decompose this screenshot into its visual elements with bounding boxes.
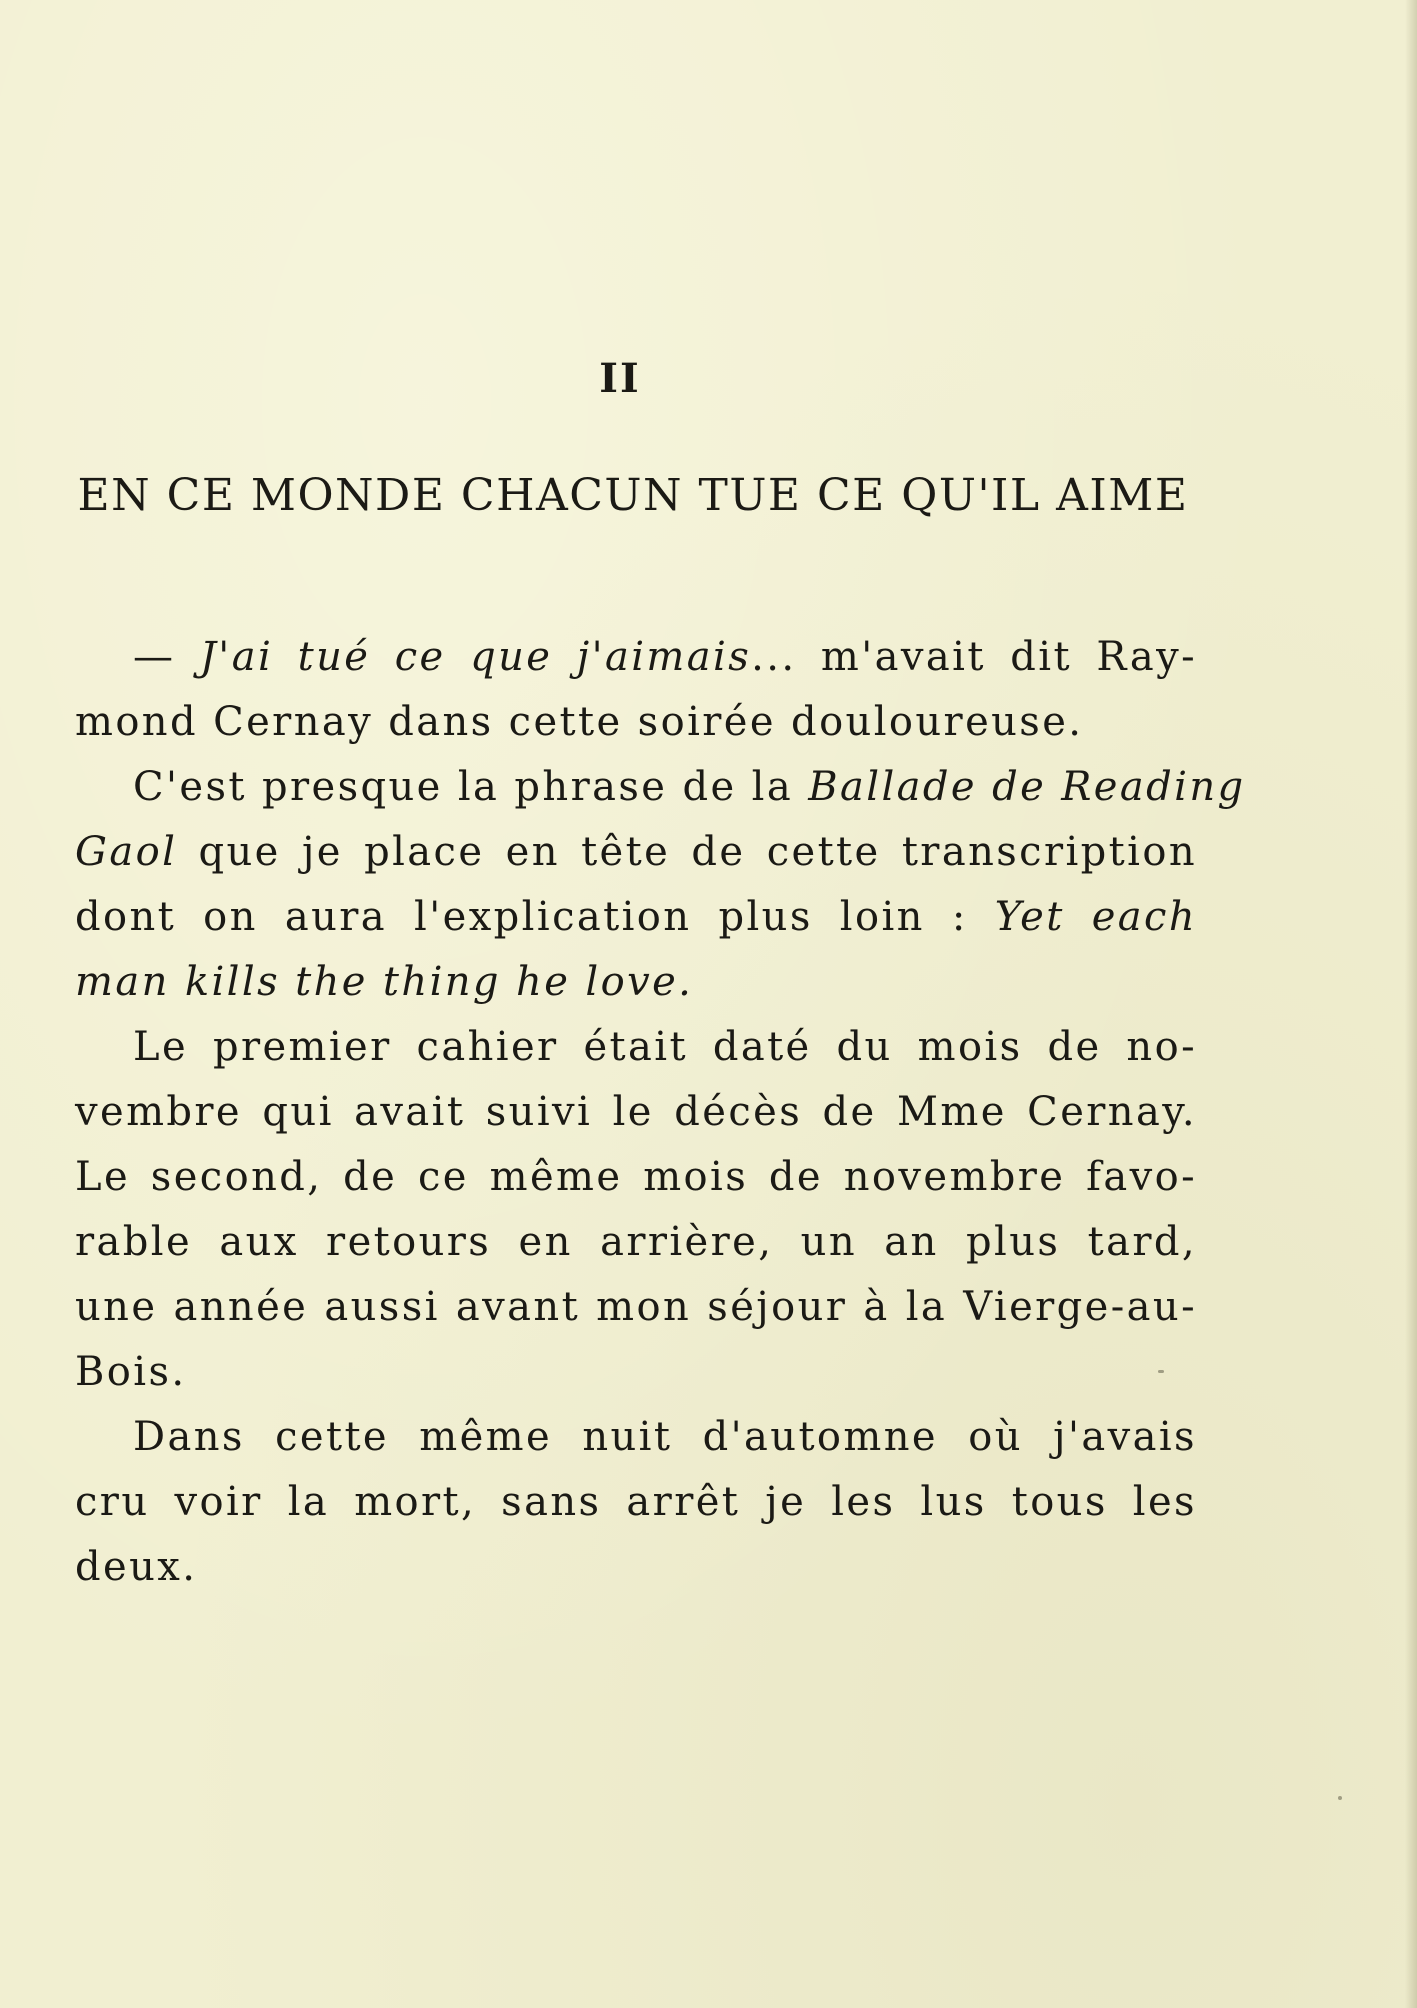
text-line — [75, 690, 1197, 755]
text-span: vembre qui avait suivi le décès de Mme Cernay. — [75, 1089, 1197, 1135]
text-line — [75, 1210, 1197, 1275]
page-edge-shadow — [1405, 0, 1417, 2008]
text-span: une année aussi avant mon séjour à la Vierge-au- — [75, 1284, 1197, 1330]
text-line — [75, 1275, 1197, 1340]
paper-speck — [1158, 1370, 1164, 1373]
italic-text: J'ai tué ce que j'aimais — [199, 634, 752, 680]
text-span: C'est presque la phrase de la — [133, 764, 809, 810]
text-line — [75, 885, 1197, 950]
text-line — [75, 755, 1246, 820]
text-span: deux. — [75, 1544, 198, 1590]
italic-text: Ballade de Reading — [808, 764, 1246, 810]
chapter-number: II — [599, 355, 641, 402]
text-line — [75, 1145, 1197, 1210]
text-span: cru voir la mort, sans arrêt je les lus tous les — [75, 1479, 1197, 1525]
text-line — [75, 1405, 1197, 1470]
text-span: mond Cernay dans cette soirée douloureuse. — [75, 699, 1084, 745]
text-span: Bois. — [75, 1349, 187, 1395]
text-span: Dans cette même nuit d'automne où j'avais — [133, 1414, 1197, 1460]
text-line — [75, 1535, 1197, 1600]
text-line — [75, 950, 1197, 1015]
text-span: rable aux retours en arrière, un an plus tard, — [75, 1219, 1197, 1265]
text-span: que je place en tête de cette transcription — [177, 829, 1197, 875]
text-span: Le premier cahier était daté du mois de no- — [133, 1024, 1197, 1070]
text-line — [75, 625, 1197, 690]
text-line — [75, 1080, 1197, 1145]
text-line — [75, 1470, 1197, 1535]
text-line — [75, 1340, 1197, 1405]
text-line — [75, 1015, 1197, 1080]
italic-text: Yet each — [994, 894, 1197, 940]
text-span: Le second, de ce même mois de novembre favo- — [75, 1154, 1197, 1200]
text-span: — — [133, 634, 200, 680]
text-span: ... m'avait dit Ray- — [751, 634, 1197, 680]
text-line — [75, 820, 1197, 885]
chapter-title: EN CE MONDE CHACUN TUE CE QU'IL AIME — [77, 470, 1189, 521]
italic-text: man kills the thing he love. — [75, 959, 694, 1005]
italic-text: Gaol — [75, 829, 178, 875]
paper-speck — [1338, 1796, 1342, 1800]
body-text — [75, 625, 1246, 1600]
text-span: dont on aura l'explication plus loin : — [75, 894, 995, 940]
